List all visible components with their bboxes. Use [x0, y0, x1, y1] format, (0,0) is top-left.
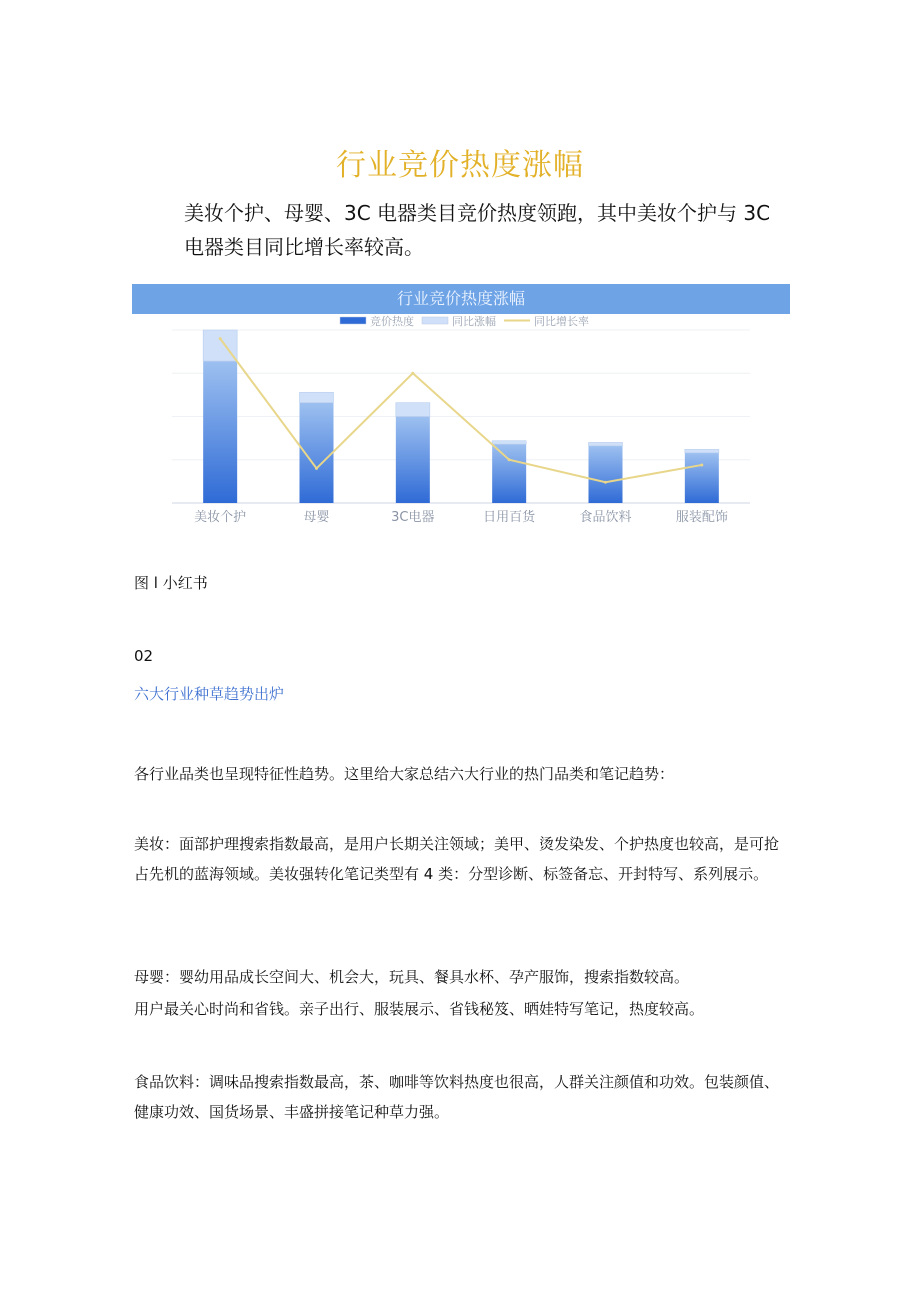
bar-yoy-increase	[685, 449, 719, 452]
bar-yoy-increase	[492, 441, 526, 444]
bar-bid-heat	[396, 417, 430, 504]
line-yoy-growth	[220, 339, 702, 483]
section-number: 02	[134, 647, 154, 665]
bar-bid-heat	[492, 444, 526, 503]
bar-line-chart	[132, 284, 790, 530]
paragraph-maternal-2: 用户最关心时尚和省钱。亲子出行、服装展示、省钱秘笈、晒娃特写笔记，热度较高。	[134, 1000, 705, 1018]
legend-label: 同比涨幅	[452, 315, 496, 328]
legend-swatch	[340, 317, 366, 324]
line-point	[508, 458, 511, 461]
x-tick-label: 母婴	[303, 510, 330, 525]
legend-label: 竞价热度	[370, 315, 414, 328]
bar-yoy-increase	[300, 392, 334, 402]
intro-paragraph: 美妆个护、母婴、3C 电器类目竞价热度领跑，其中美妆个护与 3C 电器类目同比增长率较高。	[184, 201, 771, 259]
bar-bid-heat	[203, 361, 237, 503]
figure-caption: 图 l 小红书	[134, 574, 208, 592]
x-tick-label: 3C电器	[391, 510, 435, 525]
bar-yoy-increase	[396, 403, 430, 417]
chart-svg	[132, 284, 790, 530]
bar-yoy-increase	[589, 442, 623, 445]
section-heading: 行业竞价热度涨幅	[336, 148, 584, 183]
line-point	[315, 467, 318, 470]
bar-yoy-increase	[203, 330, 237, 361]
paragraph-beauty: 美妆：面部护理搜索指数最高，是用户长期关注领域；美甲、烫发染发、个护热度也较高，是可抢占先机的蓝海领域。美妆强转化笔记类型有 4 类：分型诊断、标签备忘、开封特写、系列展示。	[134, 835, 780, 883]
line-point	[219, 337, 222, 340]
paragraph-overview: 各行业品类也呈现特征性趋势。这里给大家总结六大行业的热门品类和笔记趋势：	[134, 765, 675, 783]
paragraph-maternal-1: 母婴：婴幼用品成长空间大、机会大，玩具、餐具水杯、孕产服饰，搜索指数较高。	[134, 968, 690, 986]
line-point	[700, 463, 703, 466]
legend-swatch	[422, 317, 448, 324]
chart-title: 行业竞价热度涨幅	[132, 284, 790, 314]
section-title: 六大行业种草趋势出炉	[134, 685, 285, 703]
x-tick-label: 日用百货	[483, 510, 536, 525]
bar-bid-heat	[589, 446, 623, 503]
line-point	[411, 372, 414, 375]
x-tick-label: 服装配饰	[675, 510, 728, 525]
legend-label: 同比增长率	[534, 315, 589, 328]
x-tick-label: 食品饮料	[579, 510, 632, 525]
line-point	[604, 481, 607, 484]
paragraph-food: 食品饮料：调味品搜索指数最高，茶、咖啡等饮料热度也很高，人群关注颜值和功效。包装颜值、健康功效、国货场景、丰盛拼接笔记种草力强。	[134, 1073, 780, 1121]
x-tick-label: 美妆个护	[194, 510, 247, 525]
bar-bid-heat	[685, 453, 719, 503]
